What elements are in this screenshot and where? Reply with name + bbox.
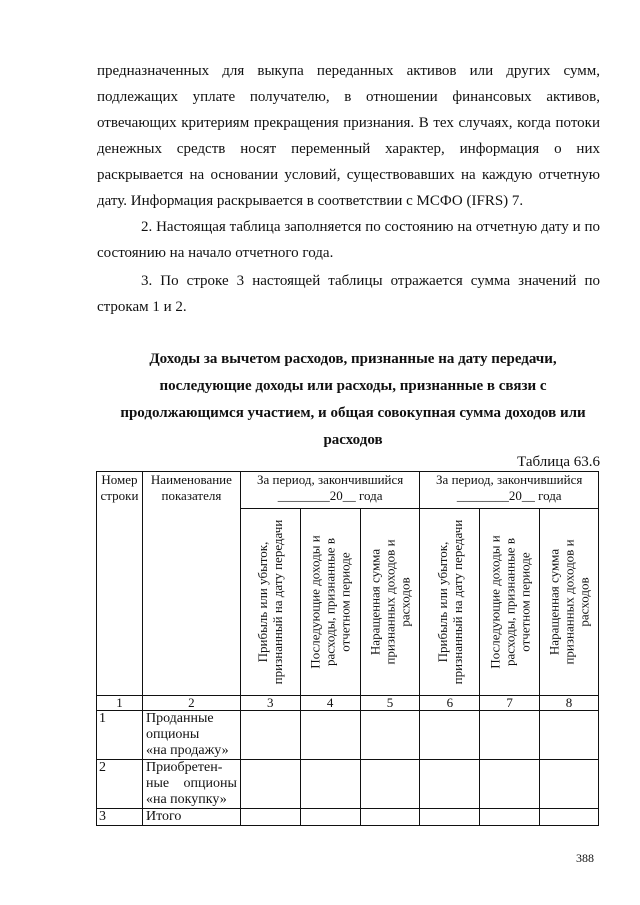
table-cell bbox=[540, 760, 599, 809]
paragraph-line: денежных средств носят переменный характер, информация о них bbox=[97, 141, 600, 157]
column-number: 3 bbox=[240, 696, 300, 711]
table-cell bbox=[420, 809, 480, 826]
column-number: 1 bbox=[97, 696, 143, 711]
column-number: 6 bbox=[420, 696, 480, 711]
paragraph-line: дату. Информация раскрывается в соответствии с МСФО (IFRS) 7. bbox=[97, 193, 524, 209]
heading-line: продолжающимся участием, и общая совокупная сумма доходов или bbox=[120, 405, 586, 421]
table-cell bbox=[240, 760, 300, 809]
table-cell bbox=[420, 760, 480, 809]
data-table bbox=[96, 471, 599, 826]
subheader-cell bbox=[540, 509, 599, 696]
heading-line: расходов bbox=[323, 432, 383, 448]
row-name bbox=[142, 760, 240, 809]
subheader-text: Прибыль или убыток, признанный на дату передачи bbox=[434, 519, 465, 685]
subheader-text: Наращенная сумма признанных доходов и расходов bbox=[546, 539, 592, 665]
row-name-line: ные опционы bbox=[145, 776, 237, 791]
table-heading bbox=[100, 346, 606, 454]
table-cell bbox=[300, 809, 360, 826]
paragraph-line: состоянию на начало отчетного года. bbox=[97, 245, 334, 261]
table-row bbox=[97, 809, 599, 826]
heading-line: Доходы за вычетом расходов, признанные на дату передачи, bbox=[149, 351, 557, 367]
row-number: 3 bbox=[97, 809, 143, 826]
page-number: 388 bbox=[576, 851, 594, 865]
period-label: За период, закончившийся bbox=[436, 472, 583, 487]
paragraph-line: раскрывается на основании условий, существовавших на каждую отчетную bbox=[97, 167, 600, 183]
table-cell bbox=[240, 711, 300, 760]
row-number: 2 bbox=[97, 760, 143, 809]
table-cell bbox=[360, 711, 420, 760]
column-number: 7 bbox=[480, 696, 540, 711]
table-cell bbox=[360, 809, 420, 826]
paragraph-2 bbox=[97, 214, 600, 266]
period-label: За период, закончившийся bbox=[256, 472, 404, 487]
row-name bbox=[142, 711, 240, 760]
column-number: 2 bbox=[142, 696, 240, 711]
row-name bbox=[142, 809, 240, 826]
column-number-row bbox=[97, 696, 599, 711]
paragraph-line: отвечающих критериям прекращения признания. В тех случаях, когда потоки bbox=[97, 115, 600, 131]
period-date: ________20__ года bbox=[456, 488, 562, 503]
period-date: ________20__ года bbox=[277, 488, 383, 503]
header-indicator-name: Наименование показателя bbox=[142, 472, 240, 696]
table-cell bbox=[420, 711, 480, 760]
row-name-line: «на продажу» bbox=[145, 743, 229, 758]
table-cell bbox=[300, 711, 360, 760]
row-name-line: Приобретен- bbox=[145, 760, 223, 775]
header-period-2 bbox=[420, 472, 599, 509]
subheader-cell bbox=[420, 509, 480, 696]
paragraph-line: 2. Настоящая таблица заполняется по состоянию на отчетную дату и по bbox=[141, 219, 600, 235]
header-period-1 bbox=[240, 472, 420, 509]
table-cell bbox=[480, 809, 540, 826]
paragraph-line: подлежащих уплате получателю, в отношении финансовых активов, bbox=[97, 89, 600, 105]
table-row bbox=[97, 711, 599, 760]
table-cell bbox=[300, 760, 360, 809]
table-row bbox=[97, 760, 599, 809]
row-name-line: «на покупку» bbox=[145, 792, 227, 807]
subheader-text: Последующие доходы и расходы, признанные в отчетном периоде bbox=[307, 535, 353, 669]
table-cell bbox=[360, 760, 420, 809]
subheader-cell bbox=[360, 509, 420, 696]
paragraph-1 bbox=[97, 58, 600, 214]
row-number: 1 bbox=[97, 711, 143, 760]
paragraph-line: строкам 1 и 2. bbox=[97, 299, 187, 315]
subheader-cell bbox=[480, 509, 540, 696]
paragraph-3 bbox=[97, 268, 600, 320]
table-cell bbox=[480, 711, 540, 760]
subheader-text: Последующие доходы и расходы, признанные в отчетном периоде bbox=[487, 535, 533, 669]
column-number: 4 bbox=[300, 696, 360, 711]
row-name-line: опционы bbox=[145, 727, 200, 742]
header-row-number: Номер строки bbox=[97, 472, 143, 696]
table-cell bbox=[540, 809, 599, 826]
table-cell bbox=[240, 809, 300, 826]
paragraph-line: предназначенных для выкупа переданных активов или других сумм, bbox=[97, 63, 600, 79]
table-cell bbox=[480, 760, 540, 809]
row-name-line: Проданные bbox=[145, 711, 214, 726]
table-caption: Таблица 63.6 bbox=[517, 454, 600, 470]
column-number: 8 bbox=[540, 696, 599, 711]
subheader-text: Наращенная сумма признанных доходов и расходов bbox=[367, 539, 413, 665]
subheader-cell bbox=[240, 509, 300, 696]
column-number: 5 bbox=[360, 696, 420, 711]
paragraph-line: 3. По строке 3 настоящей таблицы отражается сумма значений по bbox=[141, 273, 600, 289]
heading-line: последующие доходы или расходы, признанные в связи с bbox=[159, 378, 547, 394]
subheader-cell bbox=[300, 509, 360, 696]
subheader-text: Прибыль или убыток, признанный на дату передачи bbox=[255, 519, 286, 685]
table-cell bbox=[540, 711, 599, 760]
row-name-line: Итого bbox=[145, 809, 182, 824]
